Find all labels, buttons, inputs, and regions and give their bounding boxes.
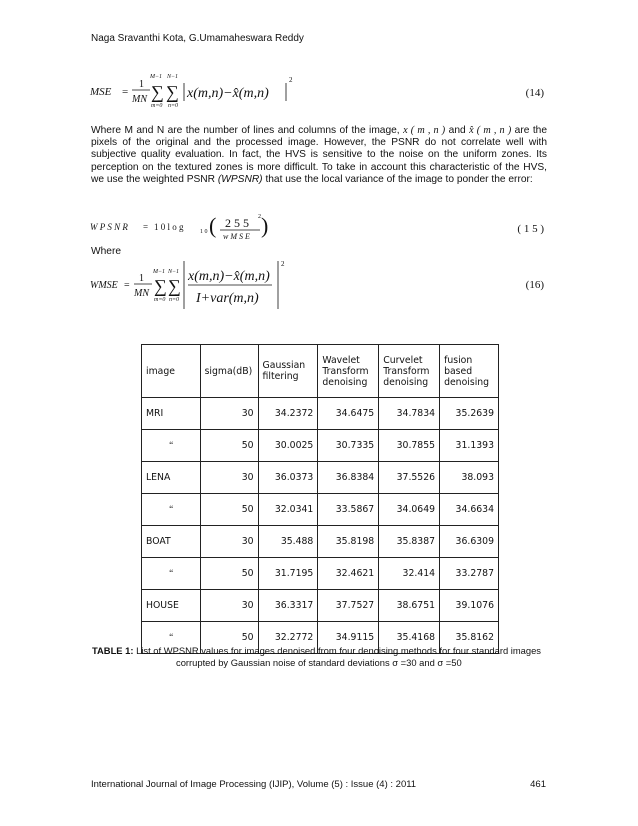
table-row [142,558,499,590]
results-table [141,344,499,654]
table-row [142,590,499,622]
value-cell: 50 [200,558,258,590]
value-cell: 35.8198 [318,526,379,558]
value-cell: 30 [200,398,258,430]
value-cell: 38.6751 [379,590,440,622]
eq15-number: ( 1 5 ) [517,223,544,235]
eq15-sub: 1 0 [200,229,208,235]
value-cell: 36.0373 [258,462,318,494]
eq14-sum1: ∑ [151,82,164,102]
image-name-cell: “ [142,494,201,526]
value-cell: 34.9115 [318,622,379,654]
table-row [142,526,499,558]
eq16-sum2: ∑ [168,276,181,296]
image-name-cell: HOUSE [142,590,201,622]
header-cell: Gaussian filtering [258,345,318,398]
value-cell: 37.7527 [318,590,379,622]
value-cell: 31.7195 [258,558,318,590]
header-cell: Curvelet Transform denoising [379,345,440,398]
value-cell: 35.4168 [379,622,440,654]
value-cell: 37.5526 [379,462,440,494]
wpsnr-term: (WPSNR) [217,173,263,185]
eq16-sum2-bot: n=0 [169,297,180,303]
table-row [142,398,499,430]
eq15-den: w M S E [223,232,250,241]
eq14-sum1-bot: m=0 [151,103,163,109]
table-row [142,430,499,462]
value-cell: 31.1393 [440,430,499,462]
value-cell: 32.414 [379,558,440,590]
value-cell: 30 [200,526,258,558]
eq15-exp: 2 [258,214,261,220]
eq16-den: I+var(m,n) [196,291,259,306]
equation-16 [88,256,298,312]
value-cell: 33.5867 [318,494,379,526]
eq14-sum2-top: N−1 [167,74,179,80]
running-header: Naga Sravanthi Kota, G.Umamaheswara Reddy [91,33,304,44]
equation-15 [88,208,288,246]
value-cell: 50 [200,494,258,526]
value-cell: 30 [200,462,258,494]
eq15-lhs: W P S N R [90,222,128,232]
footer-journal: International Journal of Image Processing (IJIP), Volume (5) : Issue (4) : 2011 [91,779,417,790]
eq14-lhs: MSE [90,86,112,98]
value-cell: 34.6634 [440,494,499,526]
value-cell: 30.0025 [258,430,318,462]
value-cell: 34.0649 [379,494,440,526]
eq16-sum2-top: N−1 [168,269,180,275]
value-cell: 32.4621 [318,558,379,590]
value-cell: 32.2772 [258,622,318,654]
eq14-frac-den: MN [132,94,147,105]
value-cell: 36.6309 [440,526,499,558]
value-cell: 30 [200,590,258,622]
eq14-number: (14) [525,87,544,99]
table-row [142,462,499,494]
header-cell: image [142,345,201,398]
value-cell: 36.8384 [318,462,379,494]
equation-14 [88,68,328,112]
value-cell: 35.8162 [440,622,499,654]
value-cell: 32.0341 [258,494,318,526]
value-cell: 50 [200,430,258,462]
value-cell: 35.488 [258,526,318,558]
eq14-body: x(m,n)−x̂(m,n) [187,86,269,101]
page-footer [91,779,546,790]
para-part3: that use the local variance of the image to ponder the error: [265,173,533,185]
para-and: and [448,125,466,136]
eq15-equals: = [143,222,149,232]
value-cell: 38.093 [440,462,499,494]
where-label: Where [91,246,122,257]
table-row [142,494,499,526]
caption-label: TABLE 1: [92,645,134,656]
eq15-num: 2 5 5 [225,216,249,230]
xhat-symbol: x̂ ( m , n ) [469,125,512,136]
eq15-rparen: ) [261,213,269,238]
eq14-exp: 2 [289,76,293,84]
image-name-cell: BOAT [142,526,201,558]
table-header-row [142,345,499,398]
value-cell: 35.2639 [440,398,499,430]
value-cell: 35.8387 [379,526,440,558]
eq16-sum1-bot: m=0 [154,297,166,303]
caption-line1: List of WPSNR values for images denoised from four denoising methods for four standard images [136,645,541,656]
image-name-cell: “ [142,622,201,654]
value-cell: 50 [200,622,258,654]
page-number: 461 [530,779,546,790]
eq16-num: x(m,n)−x̂(m,n) [188,269,270,284]
eq16-lhs: WMSE [90,280,118,291]
image-name-cell: MRI [142,398,201,430]
eq15-lparen: ( [209,213,217,238]
eq16-sum1-top: M−1 [153,269,166,275]
eq16-frac-num: 1 [139,273,144,284]
x-symbol: x ( m , n ) [403,125,446,136]
eq14-sum2: ∑ [166,82,179,102]
para-part2: are the pixels of the original and the processed image. However, the PSNR do not correlate well with subjective quality evaluation. In fact, the HVS is sensitive to the noise on the uniform zones. Its perception on the textured zones is more difficult. To take in account this characteristic of the HVS, we use the weighted PSNR [91,125,548,185]
header-cell: Wavelet Transform denoising [318,345,379,398]
eq16-equals: = [124,280,130,291]
eq14-sum2-bot: n=0 [168,103,179,109]
header-cell: sigma(dB) [200,345,258,398]
caption-line2: corrupted by Gaussian noise of standard deviations σ =30 and σ =50 [176,656,462,668]
image-name-cell: “ [142,558,201,590]
eq14-sum1-top: M−1 [150,74,163,80]
eq16-exp: 2 [281,260,285,268]
body-paragraph [91,125,547,186]
para-part1: Where M and N are the number of lines and columns of the image, [91,125,400,136]
eq14-equals: = [122,86,129,98]
eq16-number: (16) [525,279,544,291]
value-cell: 39.1076 [440,590,499,622]
eq16-sum1: ∑ [154,276,167,296]
eq16-frac-den: MN [134,288,149,299]
value-cell: 30.7335 [318,430,379,462]
value-cell: 36.3317 [258,590,318,622]
eq14-frac-num: 1 [139,79,144,90]
value-cell: 34.7834 [379,398,440,430]
eq15-coef: 1 0 l o g [154,222,184,232]
value-cell: 33.2787 [440,558,499,590]
table-caption [92,645,546,668]
header-cell: fusion based denoising [440,345,499,398]
image-name-cell: LENA [142,462,201,494]
value-cell: 34.6475 [318,398,379,430]
image-name-cell: “ [142,430,201,462]
value-cell: 30.7855 [379,430,440,462]
value-cell: 34.2372 [258,398,318,430]
